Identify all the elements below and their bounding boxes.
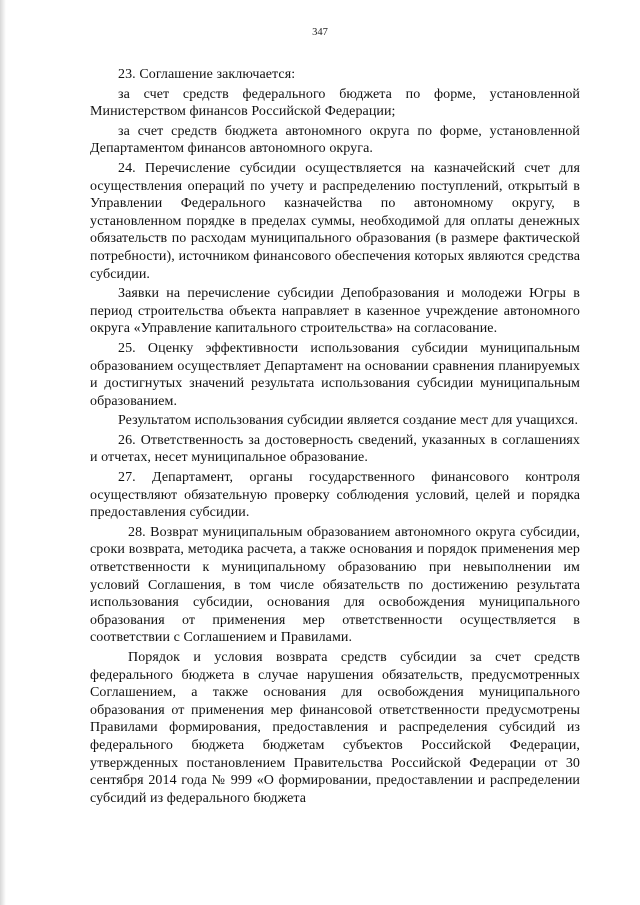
paragraph-28-return-order: Порядок и условия возврата средств субсидии за счет средств федерального бюджета в случае нарушения обязательств, предусмотренных Соглашением, а также основания для освобождения муниципального образования от применения мер финансовой ответственности предусмотрены Правилами формирования, предоставления и распределения субсидий из федерального бюджета бюджетам субъектов Российской Федерации, утвержденных постановлением Правительства Российской Федерации от 30 сентября 2014 года № 999 «О формировании, предоставлении и распределении субсидий из федерального бюджета xyxy=(90,650,580,806)
paragraph-24-requests: Заявки на перечисление субсидии Депобразования и молодежи Югры в период строительства объекта направляет в казенное учреждение автономного округа «Управление капитального строительства» на согласование. xyxy=(90,286,580,337)
paragraph-23-federal: за счет средств федерального бюджета по форме, установленной Министерством финансов Российской Федерации; xyxy=(90,86,580,120)
paragraph-23-heading: 23. Соглашение заключается: xyxy=(118,67,296,82)
paragraph-28: 28. Возврат муниципальным образованием автономного округа субсидии, сроки возврата, методика расчета, а также основания и порядок применения мер ответственности к муниципальному образованию при невыполнении им условий Соглашения, в том числе обязательств по достижению результата использования субсидии, основания для освобождения муниципального образования от применения мер ответственности осуществляется в соответствии с Соглашением и Правилами. xyxy=(90,524,580,646)
paragraph-26: 26. Ответственность за достоверность сведений, указанных в соглашениях и отчетах, несет муниципальное образование. xyxy=(90,432,580,466)
paragraph-25: 25. Оценку эффективности использования субсидии муниципальным образованием осуществляет Департамент на основании сравнения планируемых и достигнутых значений результата использования субсидии муниципальным образованием. xyxy=(90,340,580,409)
paragraph-23-regional: за счет средств бюджета автономного округа по форме, установленной Департаментом финансов автономного округа. xyxy=(90,123,580,157)
scan-edge xyxy=(0,0,6,905)
paragraph-24: 24. Перечисление субсидии осуществляется на казначейский счет для осуществления операций по учету и распределению поступлений, открытый в Управлении Федерального казначейства по автономному округу, в установленном порядке в пределах суммы, необходимой для оплаты денежных обязательств по расходам муниципального образования (в размере фактической потребности), источником финансового обеспечения которых являются средства субсидии. xyxy=(90,160,580,282)
paragraph-25-result: Результатом использования субсидии является создание мест для учащихся. xyxy=(118,413,579,429)
page-number: 347 xyxy=(312,27,328,38)
document-body xyxy=(90,66,580,809)
paragraph-27: 27. Департамент, органы государственного финансового контроля осуществляют обязательную проверку соблюдения условий, целей и порядка предоставления субсидии. xyxy=(90,470,580,521)
